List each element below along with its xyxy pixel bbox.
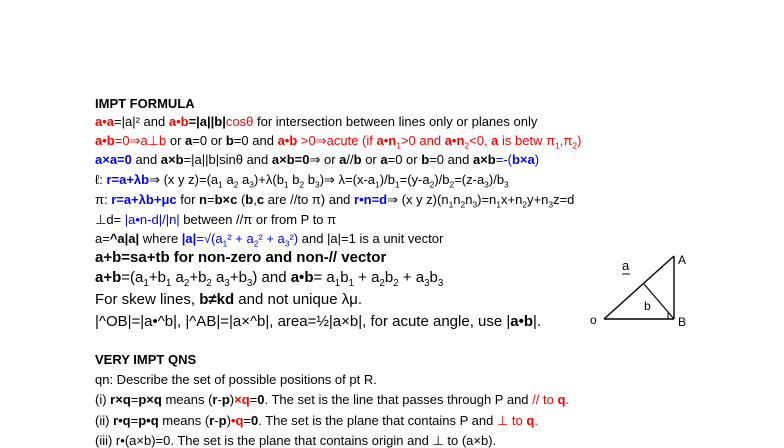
text: (i) xyxy=(95,392,111,407)
text: a•b xyxy=(510,313,534,330)
text: qn: Describe the set of possible positions of pt R. xyxy=(95,372,377,387)
text: // to xyxy=(532,392,558,407)
text: b xyxy=(421,152,430,167)
text: =(y-a xyxy=(399,172,430,187)
text: 1 xyxy=(222,238,228,249)
text: 2 xyxy=(449,179,455,190)
text: b xyxy=(225,133,234,148)
text: a×b xyxy=(160,152,184,167)
text: 1 xyxy=(555,140,560,151)
formula-line-5 xyxy=(95,192,575,210)
text: )+λ(b xyxy=(253,172,284,187)
text: | xyxy=(95,313,99,330)
text: 0 xyxy=(251,413,259,428)
text: =0 xyxy=(294,152,310,167)
text: r=a+λb+μc xyxy=(111,192,177,207)
text: 2 xyxy=(464,140,470,151)
text: p•q xyxy=(138,413,159,428)
text: (ii) xyxy=(95,413,114,428)
text: 3 xyxy=(424,278,430,289)
text: +b xyxy=(189,269,207,286)
text: 2 xyxy=(253,238,259,249)
text: ⇒ (x y z)(n xyxy=(387,192,449,207)
text: |a| xyxy=(181,231,197,246)
text: b xyxy=(304,172,316,187)
formula-line-3 xyxy=(95,153,539,166)
vector-projection-diagram xyxy=(582,248,692,334)
text: =|a||b| xyxy=(188,114,226,129)
text: a×b xyxy=(271,152,295,167)
text: b xyxy=(429,269,438,286)
label-B: B xyxy=(678,315,687,329)
text: )⇒ λ=(x-a xyxy=(319,172,376,187)
text: n xyxy=(453,192,461,207)
text: . The set is the plane that contains P and xyxy=(258,413,497,428)
text: = xyxy=(130,392,139,407)
text: a•b xyxy=(277,133,298,148)
text: •q xyxy=(230,413,244,428)
question-intro xyxy=(95,373,377,386)
text: // xyxy=(346,152,354,167)
text: b xyxy=(245,192,254,207)
text: For skew lines, xyxy=(95,291,200,308)
text: 3 xyxy=(548,199,554,210)
text: 1 xyxy=(348,278,354,289)
text: r•n=d xyxy=(354,192,388,207)
text: 1 xyxy=(375,179,380,190)
text: ⇒ or xyxy=(309,152,340,167)
text: 2 xyxy=(572,140,578,151)
text: =0 or xyxy=(192,133,226,148)
text: ^a|a| xyxy=(109,231,140,246)
text: 3 xyxy=(472,199,478,210)
text: a xyxy=(491,133,499,148)
text: . The set is the line that passes through P and xyxy=(264,392,533,407)
text: <0, xyxy=(469,133,492,148)
text: where xyxy=(139,231,182,246)
text: a•b xyxy=(95,133,115,148)
text: 2 xyxy=(206,278,212,289)
text: 2 xyxy=(183,278,190,289)
text: =0 or xyxy=(387,152,422,167)
text: = xyxy=(249,392,258,407)
text: ) xyxy=(577,133,582,148)
question-line-2 xyxy=(95,414,538,427)
text: a+b xyxy=(95,269,122,286)
text: a xyxy=(339,152,347,167)
text: ⊥ to xyxy=(497,413,527,428)
text: = xyxy=(243,413,252,428)
text: >0⇒acute (if xyxy=(297,133,377,148)
heading-impt-formula: IMPT FORMULA xyxy=(95,96,195,111)
text: b xyxy=(288,172,300,187)
text: r xyxy=(209,413,215,428)
formula-line-6 xyxy=(95,213,336,226)
text: a•n xyxy=(444,133,465,148)
question-line-1 xyxy=(95,393,569,406)
text: . xyxy=(565,392,570,407)
text: p×q xyxy=(138,392,162,407)
text: 1 xyxy=(218,179,223,190)
text: 2 xyxy=(522,199,528,210)
text: a•n xyxy=(376,133,397,148)
text: and |a|=1 is a unit vector xyxy=(298,231,444,246)
label-a: a xyxy=(622,258,630,273)
text: is betw π xyxy=(498,133,556,148)
formula-line-10 xyxy=(95,292,362,307)
text: ) xyxy=(534,152,540,167)
text: b xyxy=(384,269,394,286)
text: b×a xyxy=(511,152,535,167)
formula-line-9 xyxy=(95,269,444,289)
text: 2 xyxy=(460,199,466,210)
text: ℓ: xyxy=(95,172,107,187)
text: q xyxy=(526,413,535,428)
text: =√(a xyxy=(196,231,223,246)
text: r•q xyxy=(113,413,131,428)
text: = xyxy=(206,192,215,207)
vector-a-line xyxy=(604,256,674,319)
text: a×a=0 xyxy=(95,152,132,167)
text: =(z-a xyxy=(454,172,485,187)
text: =|a|² and xyxy=(114,114,169,129)
text: for xyxy=(176,192,200,207)
text: - xyxy=(217,392,222,407)
text: )/b xyxy=(434,172,450,187)
text: 3 xyxy=(246,278,253,289)
text: a xyxy=(171,269,184,286)
text: b xyxy=(340,269,349,286)
text: + a xyxy=(398,269,425,286)
text: x+n xyxy=(501,192,523,207)
text: a•b xyxy=(290,269,314,286)
text: 1 xyxy=(396,140,401,151)
text: a xyxy=(211,269,225,286)
text: ⇒ (x y z)=(a xyxy=(149,172,219,187)
text: z=d xyxy=(553,192,575,207)
text: 3 xyxy=(437,278,444,289)
text: )=n xyxy=(477,192,497,207)
text: n xyxy=(465,192,473,207)
text: a•b xyxy=(168,114,189,129)
text: 2 xyxy=(379,278,385,289)
text: 2 xyxy=(233,179,239,190)
text: for intersection between lines only or planes only xyxy=(253,114,538,129)
text: |a•n-d|/|n| xyxy=(124,212,180,227)
label-b: b xyxy=(644,299,651,313)
formula-line-7 xyxy=(95,231,444,249)
text: =(a xyxy=(121,269,144,286)
text: means ( xyxy=(161,392,213,407)
text: r=a+λb xyxy=(106,172,150,187)
text: r×q xyxy=(110,392,131,407)
text: |. xyxy=(533,313,542,330)
text: = a xyxy=(313,269,335,286)
text: 3 xyxy=(504,179,509,190)
text: ) and xyxy=(252,269,291,286)
text: are //to π) and xyxy=(264,192,355,207)
text: )/b xyxy=(488,172,505,187)
text: 3 xyxy=(484,179,489,190)
text: r xyxy=(212,392,218,407)
text: 0 xyxy=(257,392,265,407)
text: 2 xyxy=(429,179,435,190)
text: =|a||b|sinθ and xyxy=(183,152,272,167)
text: 2 xyxy=(299,179,305,190)
formula-line-4 xyxy=(95,172,509,190)
text: 1 xyxy=(496,199,501,210)
text: , xyxy=(253,192,257,207)
text: ² + a xyxy=(258,231,285,246)
text: ²) xyxy=(289,231,299,246)
text: b xyxy=(353,152,362,167)
text: ^OB|=|a•^b|, |^AB|=|a×^b|, area=½|a×b|, for acute angle, use | xyxy=(98,313,511,330)
text: q xyxy=(557,392,566,407)
text: 1 xyxy=(165,278,172,289)
heading-very-impt-qns: VERY IMPT QNS xyxy=(95,352,197,367)
text: =0⇒a⊥b xyxy=(114,133,167,148)
text: ) xyxy=(229,392,235,407)
text: or xyxy=(361,152,381,167)
label-A: A xyxy=(678,253,687,267)
text: (iii) r•(a×b)=0. The set is the plane that contains origin and ⊥ to (a×b). xyxy=(95,433,497,448)
formula-line-2 xyxy=(95,133,582,151)
text: =-( xyxy=(495,152,512,167)
text: b×c xyxy=(214,192,238,207)
text: and not unique λμ. xyxy=(234,291,363,308)
text: cosθ xyxy=(225,114,254,129)
text: a xyxy=(380,152,388,167)
text: . xyxy=(534,413,538,428)
text: p xyxy=(218,413,227,428)
text: a xyxy=(238,172,250,187)
text: 3 xyxy=(315,179,320,190)
text: =0 and xyxy=(233,133,278,148)
formula-line-1 xyxy=(95,115,537,128)
text: )/b xyxy=(379,172,395,187)
text: ,π xyxy=(559,133,573,148)
text: ) xyxy=(226,413,231,428)
text: >0 and xyxy=(400,133,445,148)
text: +b xyxy=(229,269,247,286)
text: + a xyxy=(353,269,380,286)
text: 1 xyxy=(448,199,454,210)
text: y+n xyxy=(527,192,549,207)
text: =0 and xyxy=(429,152,473,167)
text: 3 xyxy=(249,179,254,190)
text: n xyxy=(199,192,207,207)
text: 1 xyxy=(334,278,341,289)
text: 1 xyxy=(283,179,289,190)
text: 2 xyxy=(393,278,399,289)
text: +b xyxy=(148,269,166,286)
text: ×q xyxy=(234,392,250,407)
text: π: xyxy=(95,192,112,207)
text: 1 xyxy=(143,278,149,289)
text: p xyxy=(221,392,230,407)
formula-line-11 xyxy=(95,314,541,329)
text: a×b xyxy=(472,152,496,167)
text: ( xyxy=(237,192,246,207)
text: 3 xyxy=(284,238,290,249)
text: a+b=sa+tb for non-zero and non-// vector xyxy=(95,249,387,266)
text: c xyxy=(256,192,265,207)
text: a xyxy=(222,172,234,187)
text: 1 xyxy=(394,179,400,190)
text: or xyxy=(166,133,186,148)
text: ² + a xyxy=(227,231,254,246)
text: = xyxy=(130,413,139,428)
label-O: o xyxy=(590,313,597,327)
text: 3 xyxy=(224,278,230,289)
text: a•a xyxy=(95,114,115,129)
text: ⊥d= xyxy=(95,212,125,227)
text: b≠kd xyxy=(199,291,235,308)
text: between //π or from P to π xyxy=(179,212,337,227)
text: - xyxy=(214,413,219,428)
text: a xyxy=(185,133,193,148)
text: a= xyxy=(95,231,110,246)
text: means ( xyxy=(158,413,210,428)
formula-line-8 xyxy=(95,250,386,265)
text: and xyxy=(131,152,161,167)
